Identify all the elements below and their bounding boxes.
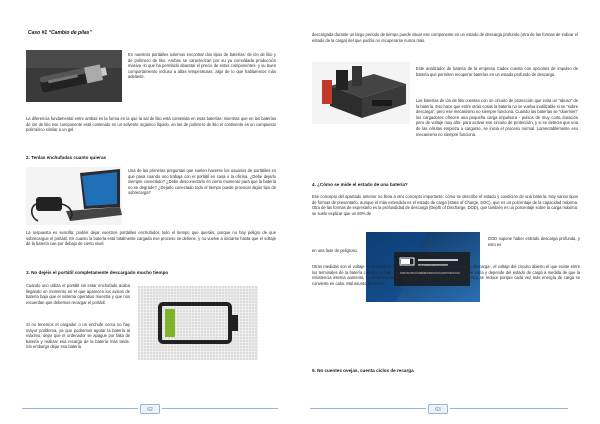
when-paragraph: Cuando uno utiliza el portátil sin estar enchufado acaba llegando un momento en el que aparecen los avisos de batería baja que el sistema operativo muestra y que nos recuerdan que debemos recargar el portátil. [26, 283, 130, 305]
concept-paragraph: Ese concepto del apartado anterior no lleva a otro concepto importante: cómo se describe el estado y condición de una batería. Hay varios tipos de formas de presentarlo, aunque el más extendido es el estado de carga (State of Charge, SOC), que es un porcentaje de la capacidad máxima. Otra de las formas de expresarlo es la profundidad de descarga (Depth of Discharge, DOD), que también es un porcentaje sobre la carga máxima: se suele explicar que un 80% de [312, 194, 579, 216]
battery-photo [26, 50, 122, 102]
intro-paragraph: En nuestros portátiles solemos encontrar dos tipos de baterías: de ión de litio y de polímero de litio. Ambas se caracterizan por su ya comoldada producción masiva -lo que ha permitido abaratar el precio de estos componentes- y su buen comportamiento incluso a altas temperaturas, algo de lo que hablaremos más adelante. [128, 52, 276, 80]
continued-paragraph: descargada durante un largo periodo de tiempo puede situar ese componente en un estado de descarga profundo (otra de las formas de indicar el estado de la carga) del que podría no recuperarse nunca más. [312, 32, 578, 43]
page-number: 62 [140, 404, 160, 414]
footer-rule-left [310, 408, 426, 409]
laptop-charger-image [26, 167, 122, 225]
cadex-paragraph: Este analizador de batería de la empresa Cadex cuenta con opciones de impulso de batería que permiten recuperar baterías en un estado profundo de descarga. [416, 66, 578, 77]
danger-phase-paragraph: en una fase de peligroso. [312, 248, 358, 253]
page-number: 63 [428, 404, 448, 414]
answer-paragraph: La respuesta es sencilla: podéis dejar vuestros portátiles enchufados todo el tiempo que queráis, porque no hay peligro de que sobrecargue el portátil. En cuanto la batería está totalmente cargada ese proceso se detiene, y no vuelve a iniciarse hasta que el voltaje de la batería cae por debajo de cierto nivel. [26, 230, 276, 247]
footer-rule-right [162, 408, 278, 409]
right-page [300, 0, 600, 424]
other-measures-paragraph: Otras medidas son el voltaje de la terminal -varía con el SOC y la corriente de carga y descarga-, el voltaje del circuito abierto el que existe entre los terminales de la batería cuando no hay carga aplicada- y la resistencia interna, que varía y depende del estado de carga a medida de que la resistencia interna aumenta, la eficiencia de la batería se reduce y la estabilidad térmica se reduce porque cada vez más energía de carga se convierte en calor. Mal asunto de nuevo. [312, 264, 580, 286]
aa-battery-image [26, 50, 122, 102]
ignore-paragraph: Si no tenemos el cargador o un enchufe cerca no hay mayor problema, ya que podremos agotar la batería al máximo, dejar que el ordenador se apague por falta de batería y realizar esa recarga de la batería más tarde. Sin embargo dejar esa batería [26, 322, 130, 350]
difference-paragraph: La diferencia fundamental entre ambas es la forma en la que la sal de litio está contenida en esas baterías: mientras que en las baterías de ión de litio ese componente está contenido en un solvente orgánico líquido, en las de polímero de litio el continente es un compuesto polimérico similar a un gel. [26, 116, 276, 133]
footer-rule-left [22, 408, 138, 409]
laptop-photo [26, 167, 122, 225]
section-3-heading: 3. No dejéis el portátil completamente descargado mucho tiempo [26, 270, 169, 275]
cadex-analyzer-image [312, 62, 410, 124]
dod-paragraph: DOD supone haber entrado descarga profunda, y esto es [488, 236, 580, 247]
section-5-heading: 5. No cuentes ovejas, cuenta ciclos de recarga [312, 368, 414, 373]
battery-low-icon [138, 286, 258, 360]
cadex-photo [312, 62, 410, 124]
circuit-paragraph: Las baterías de ión de litio cuentan con un circuito de protección que evita un "abuso" de la batería. Eso hace que entre otras cosas la batería no se vuelva inutilizable si se "sobre descarga", pero ese mecanismo no siempre funciona. Cuando las baterías se "duermen" los cargadores ofrecen una pequeña carga impulsora - pulsos de muy corta duración pero de voltaje muy alto- para activar ese circuito de protección, y si se detecta que una de las células empieza a cargarse, se inicia el proceso normal. Lamentablemente eso mecanismo no siempre funciona. [416, 98, 578, 137]
section-4-heading: 4. ¿Cómo se mide el estado de una batería? [312, 182, 408, 187]
case-title: Caso #1 “Cambio de pilas” [28, 30, 92, 36]
section-2-heading: 2. Tenlas enchufadas cuanto quieras [26, 155, 107, 160]
first-questions-paragraph: Una de las primeras preguntas que suelen hacerse los usuarios de portátiles es qué pasa cuando uno trabaja con el portátil en casa o la oficina. ¿Debe dejarlo siempre conectado? ¿Debe desconectarlo en cierto momento para que la batería no se degrade? ¿Dejarlo conectado todo el tiempo puede provocar algún tipo de sobrecarga? [128, 168, 276, 196]
footer-rule-right [450, 408, 568, 409]
low-battery-image [138, 286, 258, 360]
